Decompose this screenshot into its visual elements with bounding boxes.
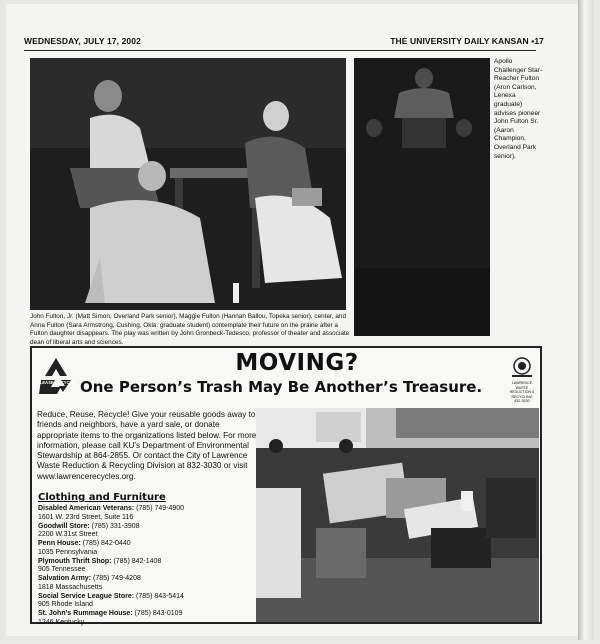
sun-seal-icon [508, 350, 536, 380]
organization-list [38, 505, 252, 628]
main-photo-caption: John Fulton, Jr. (Matt Simon, Overland Park senior), Maggie Fulton (Hannah Ballou, Topeka senior), center, and Anna Fulton (Sara Armstrong, Cushing, Okla. graduate student) contemplate their future on the prairie after a Fulton daughter disappears. The play was written by John Gronbeck-Tedesco, professor of theater and associate dean of liberal arts and sciences. [30, 313, 350, 346]
org-name: Salvation Army: [38, 575, 92, 582]
header-date: WEDNESDAY, JULY 17, 2002 [24, 36, 141, 46]
side-photo-caption: Apollo Challenger Star-Reacher Fulton (Aron Carlson, Lenexa graduate) advises pioneer John Fulton Sr. (Aaron Champion, Overland Park senior). [494, 58, 543, 160]
header-rule [24, 50, 536, 51]
recycle-logo-text: PLEASE RECYCLE [37, 380, 75, 385]
play-photo-side [354, 58, 490, 336]
list-item [38, 575, 252, 584]
org-address: 1246 Kentucky [38, 618, 85, 626]
list-item [38, 593, 252, 602]
org-name: Social Service League Store: [38, 592, 135, 600]
org-address: 1601 W. 23rd Street, Suite 116 [38, 513, 134, 521]
play-photo-main [30, 58, 346, 310]
org-address: 2200 W.31st Street [38, 531, 98, 539]
org-phone: (785) 749-4208 [91, 575, 141, 582]
recycle-icon [35, 354, 77, 396]
ad-body-text: Reduce, Reuse, Recycle! Give your reusable goods away to friends and neighbors, have a yard sale, or donate appropriate items to the organizations listed below. For more information, please call KU’s Department of Environmental Stewardship at 864-2855. Or contact the City of Lawrence Waste Reduction & Recycling Division at 832-3030 or visit www.lawrencerecycles.org. [37, 410, 257, 481]
org-phone: (785) 842-1408 [111, 557, 162, 565]
org-phone: (785) 843-5414 [134, 592, 184, 600]
ad-subtitle: One Person’s Trash May Be Another’s Treasure. [80, 378, 483, 396]
org-address: 905 Tennessee [38, 566, 86, 574]
list-item [38, 505, 252, 514]
org-address: 905 Rhode Island [38, 601, 93, 609]
org-address: 1035 Pennsylvania [38, 548, 98, 556]
clothing-furniture-heading: Clothing and Furniture [38, 492, 166, 503]
recycling-ad [30, 346, 542, 624]
org-phone: (785) 331-3908 [89, 522, 140, 530]
yard-sale-photo [256, 408, 539, 622]
org-phone: (785) 843-0109 [132, 610, 183, 617]
org-phone: (785) 749-4900 [134, 505, 185, 512]
ad-title: MOVING? [235, 350, 359, 376]
org-name: Penn House: [38, 540, 81, 547]
list-item [38, 558, 252, 567]
list-item [38, 523, 252, 532]
list-item [38, 540, 252, 549]
newspaper-page [6, 4, 584, 636]
header-paper-name: THE UNIVERSITY DAILY KANSAN ▪17 [390, 36, 544, 46]
org-name: Plymouth Thrift Shop: [38, 557, 112, 565]
seal-text: LAWRENCE WASTE REDUCTION & RECYCLING 832-3030 [509, 381, 535, 404]
city-recycling-seal [508, 350, 536, 402]
org-address: 1818 Massachusetts [38, 583, 103, 591]
page-edge [578, 0, 594, 640]
page-header [24, 34, 544, 48]
list-item [38, 610, 252, 619]
org-name: St. John’s Rummage House: [38, 610, 133, 617]
org-name: Disabled American Veterans: [38, 505, 135, 512]
org-phone: (785) 842-0440 [80, 540, 131, 547]
org-name: Goodwill Store: [38, 522, 90, 530]
